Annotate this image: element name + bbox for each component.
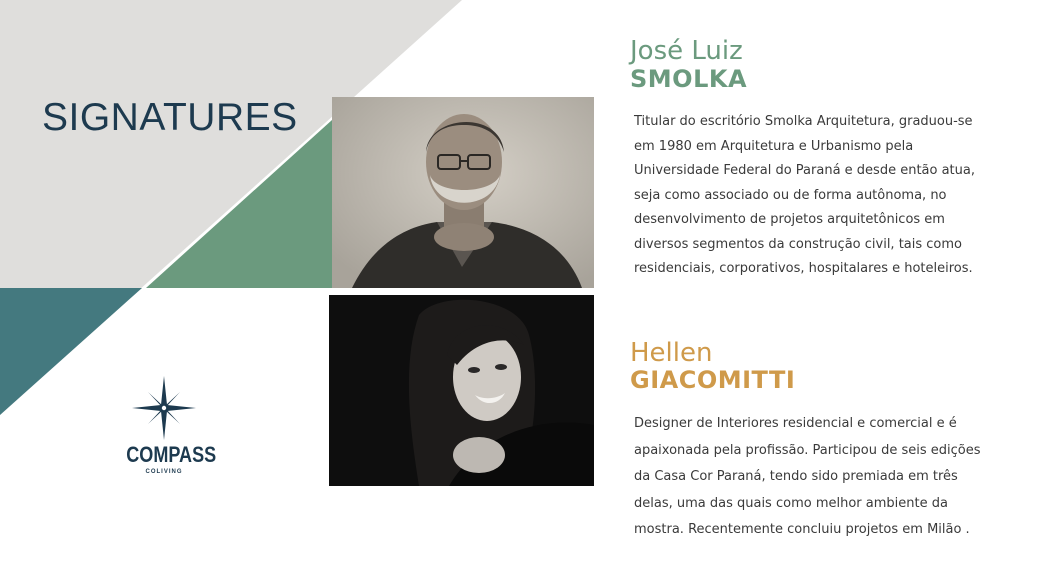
- photo-jose-luiz-smolka: [332, 97, 594, 288]
- bio-line: residenciais, corporativos, hospitalares e hoteleiros.: [634, 261, 973, 276]
- compass-star-icon: [132, 376, 196, 440]
- photo-hellen-giacomitti: [329, 295, 594, 486]
- person-last-name: GIACOMITTI: [630, 366, 796, 394]
- bio-line: da Casa Cor Paraná, tendo sido premiada em três: [634, 469, 958, 484]
- bio-line: Designer de Interiores residencial e comercial e é: [634, 416, 957, 431]
- bio-line: desenvolvimento de projetos arquitetônicos em: [634, 212, 945, 227]
- bio-line: diversos segmentos da construção civil, tais como: [634, 236, 962, 252]
- bio-line: Universidade Federal do Paraná e desde então atua,: [634, 163, 975, 178]
- person-first-name: José Luiz: [630, 36, 743, 66]
- person-bio: [634, 411, 981, 544]
- person-last-name: SMOLKA: [630, 65, 748, 93]
- page-title: SIGNATURES: [42, 96, 298, 139]
- compass-coliving-logo: [118, 376, 217, 475]
- logo-wordmark: COMPASS: [126, 442, 217, 467]
- bio-line: mostra. Recentemente concluiu projetos em Milão .: [634, 522, 970, 537]
- bio-line: seja como associado ou de forma autônoma, no: [634, 187, 947, 203]
- bio-line: apaixonada pela profissão. Participou de seis edições: [634, 442, 981, 458]
- person-bio: [634, 110, 974, 282]
- bio-line: Titular do escritório Smolka Arquitetura, graduou-se: [634, 114, 973, 129]
- person-first-name: Hellen: [630, 338, 713, 368]
- bio-line: em 1980 em Arquitetura e Urbanismo pela: [634, 138, 914, 154]
- logo-subtitle: COLIVING: [145, 469, 183, 475]
- bio-line: delas, uma das quais como melhor ambiente da: [634, 495, 948, 511]
